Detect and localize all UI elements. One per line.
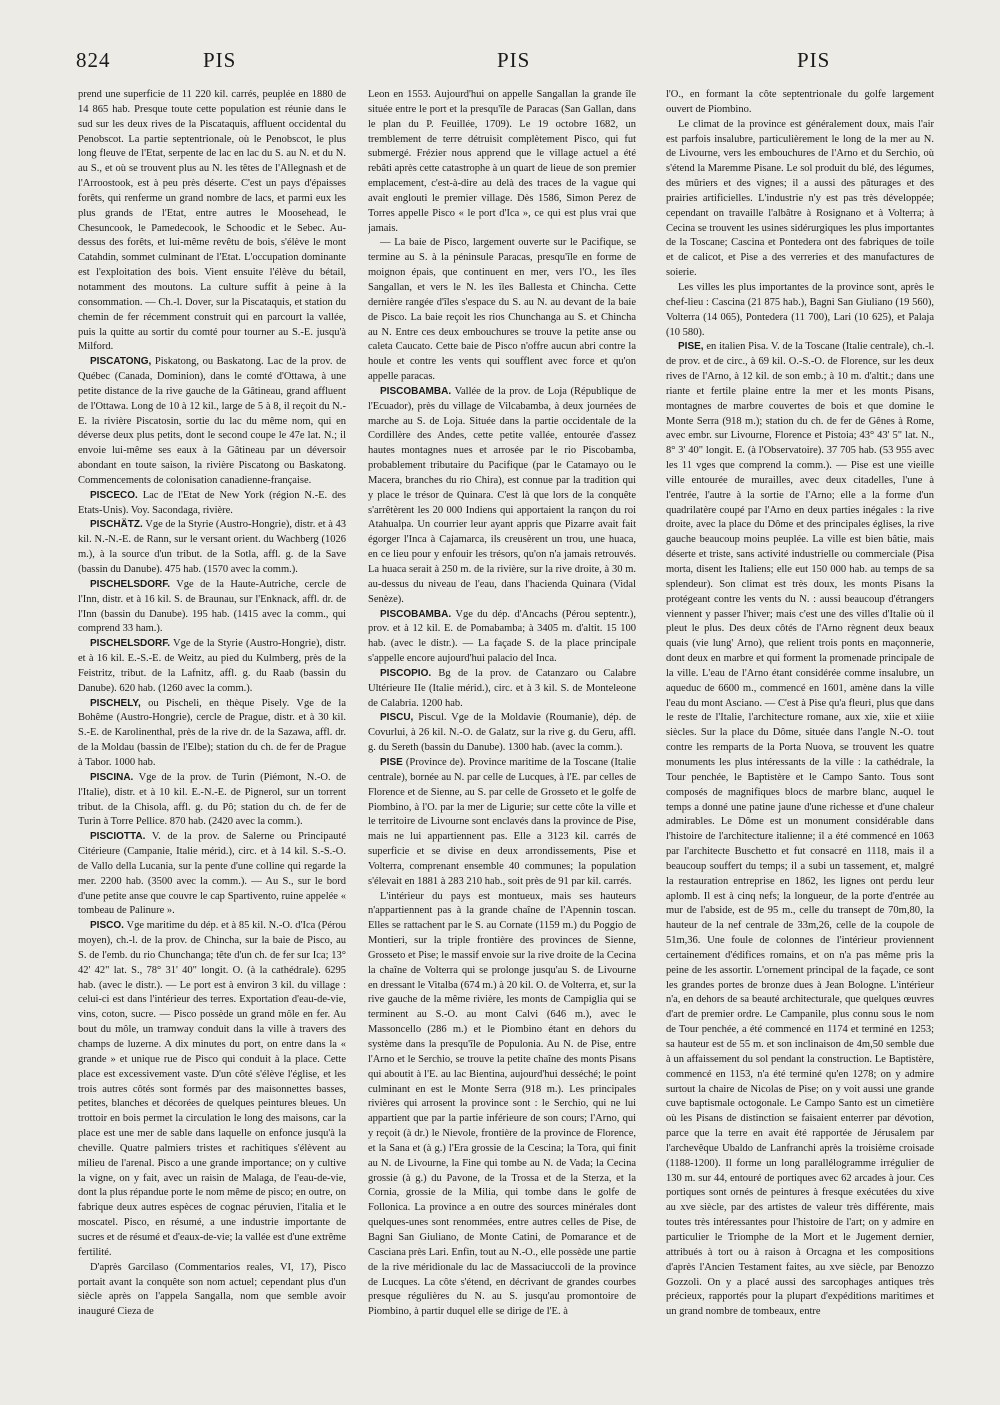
page-number: 824 bbox=[76, 48, 111, 72]
entry-headword: PISCINA. bbox=[90, 771, 134, 783]
entry-headword: PISCOBAMBA. bbox=[380, 385, 452, 397]
dictionary-entry bbox=[78, 830, 346, 919]
entry-text: (Province de). Province maritime de la Toscane (Italie centrale), bornée au N. par celle de Lucques, à l'E. par celles de Florence et de Sienne, au S. par celle de Grosseto et le golfe de Piombino, à l'O. par la mer de Ligurie; sur cette côte la ville et le territoire de Livourne sont enclavés dans la province de Pise, mais ne lui appartiennent pas. Elle a 3123 kil. carrés de superficie et se divise en deux arrondissements, Pise et Volterra, comprenant ensemble 40 communes; la population s'élevait en 1881 à 283 210 hab., soit près de 91 par kil. carrés. bbox=[368, 756, 636, 887]
dictionary-entry bbox=[368, 608, 636, 667]
dictionary-entry bbox=[78, 355, 346, 489]
entry-text: Vge de la Haute-Autriche, cercle de l'Inn, distr. et à 16 kil. S. de Braunau, sur l'Enknack, affl. dr. de l'Inn (bassin du Danube). 195 hab. (1415 avec la comm., qui comprend 33 ham.). bbox=[78, 578, 346, 635]
entry-text: Le climat de la province est généralement doux, mais l'air est parfois insalubre, particulièrement le long de la mer au N. de Livourne, vers les embouchures de l'Arno et du Serchio, où s'étend la Maremme Pisane. Le sol produit du blé, des légumes, des mûriers et des vignes; il a aussi des pâturages et des prairies artificielles. L'industrie n'y est pas très développée; cependant on travaille l'albâtre à Rosignano et à Volterra; à Cecina se trouvent les usines sidérurgiques les plus importantes de la Toscane; Cascina et Pontedera ont des fabriques de toile et de calicot, et Pise a des verreries et des manufactures de soierie. bbox=[666, 118, 934, 279]
entry-text: Vge de la Styrie (Austro-Hongrie), distr. et à 16 kil. E.-S.-E. de Weitz, au pied du Kulmberg, près de la Feistritz, tribut. de la Lafnitz, affl. g. du Raab (bassin du Danube). 620 hab. (1260 avec la comm.). bbox=[78, 638, 346, 694]
entry-paragraph bbox=[78, 88, 346, 355]
dictionary-entry bbox=[368, 385, 636, 608]
entry-paragraph bbox=[368, 890, 636, 1320]
entry-text: Vge du dép. d'Ancachs (Pérou septentr.), prov. et à 12 kil. E. de Pomabamba; à 3405 m. d'altit. 15 100 hab. (avec le distr.). — La façade S. de la place principale s'appelle encore aujourd'hui palacio del Inca. bbox=[368, 608, 636, 665]
text-column-left bbox=[78, 88, 346, 1383]
entry-text: ou Pischeli, en thèque Pisely. Vge de la Bohême (Austro-Hongrie), cercle de Prague, distr. et à 30 kil. S.-E. de Karolinenthal, près de la rive dr. de la Sazawa, affl. dr. de la Moldau (bassin de l'Elbe); station du ch. de fer de Prague à Tabor. 1000 hab. bbox=[78, 697, 346, 768]
running-head-right: PIS bbox=[797, 48, 831, 72]
dictionary-entry bbox=[368, 756, 636, 890]
entry-text: Lac de l'Etat de New York (région N.-E. des Etats-Unis). Voy. Sacondaga, rivière. bbox=[78, 489, 346, 516]
text-column-middle bbox=[368, 88, 636, 1383]
entry-text: Leon en 1553. Aujourd'hui on appelle Sangallan la grande île située entre le port et la presqu'île de Paracas (San Gallan, dans le plan du P. Feuillée, 1709). Le 19 octobre 1682, un tremblement de terre détruisit complètement Pisco, qui fut submergé. Frézier nous apprend que le village actuel a été rebâti après cette catastrophe à un quart de lieue de son premier emplacement, c'est-à-dire au delà des traces de la vague qui avait englouti le premier village. Dès 1586, Simon Perez de Torres appelle Pisco « le port d'Ica », ce qui est plus vrai que jamais. bbox=[368, 89, 636, 234]
running-head-center: PIS bbox=[497, 48, 531, 72]
entry-paragraph bbox=[666, 88, 934, 118]
dictionary-entry bbox=[78, 489, 346, 519]
entry-text: Vallée de la prov. de Loja (République de l'Ecuador), près du village de Vilcabamba, à deux journées de marche au S. de Loja. Située dans la partie occidentale de la Cordillère des Andes, cette petite vallée, entourée d'assez hautes montagnes nues et arrosée par le rio Piscobamba, probablement tributaire du Pacifique (par le Catamayo ou le Macera, branches du rio Chira), est connue par la tradition qui y place le trésor de Quinara. C'est là que lors de la conquête s'arrêtèrent les 20 000 Indiens qui apportaient la rançon du roi Atahualpa. Un courrier leur ayant appris que Pizarre avait fait égorger l'Inca à Cajamarca, ils creusèrent un trou, une huaca, en ce lieu pour y enfouir les trésors, qu'on n'a jamais retrouvés. La huaca serait à 250 m. de la rivière, sur la rive droite, à 30 m. au-dessus du niveau de l'eau, dans l'hacienda Quinara (Vidal Senèze). bbox=[368, 385, 636, 605]
entry-headword: PISCU, bbox=[380, 712, 414, 724]
entry-text: Piskatong, ou Baskatong. Lac de la prov. de Québec (Canada, Dominion), dans le comté d'Ottawa, à une petite distance de la rive gauche de la Gâtineau, grand affluent de l'Ottawa. Long de 10 à 12 kil., large de 5 à 8, il reçoit du N.-E. la rivière Piscatosin, sortie du lac du même nom, qui en déverse deux plus petits, dont le second coupe le 47e lat. N.; il envoie lui-même ses eaux à la Gâtineau par un déversoir abondant en toute saison, la rivière Piscatong ou Baskatong. Commencements de colonisation canadienne-française. bbox=[78, 356, 346, 486]
entry-headword: PISCHELSDORF. bbox=[90, 638, 171, 650]
running-header bbox=[0, 48, 1000, 82]
entry-text: Piscul. Vge de la Moldavie (Roumanie), dép. de Covurlui, à 26 kil. N.-O. de Galatz, sur la rive g. du Geru, affl. g. du Sereth (bassin du Danube). 1300 hab. (avec la comm.). bbox=[368, 712, 636, 754]
entry-headword: PISCATONG, bbox=[90, 356, 152, 368]
entry-text: Vge de la prov. de Turin (Piémont, N.-O. de l'Italie), distr. et à 10 kil. E.-N.-E. de Pignerol, sur un torrent tribut. de la Chisola, affl. g. du Pô; station du ch. de fer de Turin à Torre Pellice. 870 hab. (2420 avec la comm.). bbox=[78, 771, 346, 828]
dictionary-entry bbox=[78, 697, 346, 771]
entry-text: V. de la prov. de Salerne ou Principauté Citérieure (Campanie, Italie mérid.), circ. et à 14 kil. S.-S.-O. de Vallo della Lucania, sur la pente d'une colline qui regarde la mer. 2200 hab. (3500 avec la comm.). — Au S., sur le bord d'une petite anse que couvre le cap Spartivento, ruine appelée « tombeau de Palinure ». bbox=[78, 831, 346, 917]
entry-headword: PISCHELSDORF. bbox=[90, 578, 171, 590]
entry-text: en italien Pisa. V. de la Toscane (Italie centrale), ch.-l. de prov. et de circ., à 69 kil. O.-S.-O. de Florence, sur les deux rives de l'Arno, à 12 kil. de son emb.; à 10 m. d'altit.; dans une riante et fertile plaine entre la mer et les monts Pisans, montagnes de marbre couvertes de bois et que domine le Monte Serra (918 m.); station du ch. de fer de Gênes à Rome, avec embr. sur Livourne, Florence et Pistoia; 43° 43' 5" lat. N., 8° 3' 40" longit. E. (à l'Observatoire). 37 705 hab. (53 955 avec les 11 vges que comprend la comm.). — Pise est une vieille ville entourée de murailles, avec deux citadelles, l'une à l'entrée, l'autre à la sortie de l'Arno; elle a la forme d'un quadrilatère coupé par l'Arno en deux parties inégales : la rive droite, avec la place du Dôme et des principales églises, la rive gauche beaucoup moins peuplée. La ville est bien bâtie, mais déserte et triste, sans activité industrielle ou commerciale (Pisa morta, disent les Italiens; elle eut 150 000 hab. au temps de sa splendeur). Son climat est très doux, les monts Pisans la protégeant contre les vents du N. : aussi beaucoup d'étrangers viennent y passer l'hiver; mais c'est une des villes d'Italie où il pleut le plus. Des deux côtés de l'Arno règnent deux beaux quais (vie lung' Arno), que relient trois ponts en maçonnerie, dont deux en marbre et qui forment la promenade principale de la ville. L'eau de l'Arno étant considérée comme insalubre, un aqueduc de 6600 m., commencé en 1601, amène dans la ville l'eau du mont Asciano. — C'est à Pise qu'a fleuri, plus que dans le reste de l'Italie, l'architecture romane, aux xie, xiie et xiiie siècles. Sur la place du Dôme, située dans l'angle N.-O. tout contre les remparts de la Porta Nuova, se trouvent les quatre monuments les plus intéressants de la ville : la cathédrale, la Tour penchée, le Baptistère et le Campo Santo. Tous sont composés de magnifiques blocs de marbre blanc, auquel le temps a donné une patine jaune d'une richesse et d'une chaleur admirables. Le Dôme est un monument considérable dans l'histoire de l'architecture italienne; il a été commencé en 1063 par l'architecte Buschetto et fut consacré en 1118, mais il a beaucoup souffert du temps; il a subi un tassement, et, malgré la restauration entreprise en 1862, les lignes ont perdu leur aplomb. Il est à cinq nefs; la longueur, de la porte d'entrée au mur de l'abside, est de 95 m., celle du transept de 70m,80, la hauteur de la nef centrale de 33m,26, celle de la coupole de 51m,36. Une foule de colonnes de l'intérieur proviennent certainement d'édifices romains, et on n'a pas même pris la peine de les assortir. L'ornement principal de la façade, ce sont les grandes portes de bronze dues à Jean Bologne. L'intérieur n'a, en dehors de sa beauté architecturale, que quelques œuvres d'art de premier ordre. Le Campanile, plus connu sous le nom de Tour penchée, a été commencé en 1174 et terminé en 1253; sa hauteur est de 55 m. et son inclinaison de 4m,50 semble due à un affaissement du sol pendant la construction. Le Baptistère, commencé en 1153, n'a été terminé qu'en 1278; on y admire surtout la chaire de Nicolas de Pise; on y voit aussi une grande cuve baptismale octogonale. Le Campo Santo est un cimetière où les Pisans de distinction se faisaient enterrer par dévotion, parce que la terre en avait été rapportée de Jérusalem par l'archevêque Ubaldo de Lanfranchi après la troisième croisade (1188-1200). Il forme un long parallélogramme irrégulier de 130 m. sur 44, entouré de portiques avec 62 arcades à jour. Ces portiques sont ornés de peintures à fresque exécutées du xive au xve siècle, par des artistes de valeur très différente, mais toutes très intéressantes pour l'histoire de l'art; on y admire en particulier le Triomphe de la Mort et le Jugement dernier, attribués à tort ou à raison à Orcagna et les compositions d'après l'Ancien Testament faites, au xve siècle, par Benozzo Gozzoli. On y a placé aussi des sarcophages antiques très précieux, rapportés pour la plupart d'expéditions maritimes et un grand nombre de tombeaux, entre bbox=[666, 341, 934, 1318]
entry-headword: PISE bbox=[380, 756, 403, 768]
entry-text: Vge de la Styrie (Austro-Hongrie), distr. et à 43 kil. N.-N.-E. de Rann, sur le versant orient. du Wachberg (1026 m.), à la source d'un tribut. de la Sotla, affl. g. de la Save (bassin du Danube). 475 hab. (1570 avec la comm.). bbox=[78, 519, 346, 575]
entry-paragraph bbox=[666, 281, 934, 340]
entry-text: prend une superficie de 11 220 kil. carrés, peuplée en 1880 de 14 865 hab. Presque toute cette population est réunie dans le sud sur les deux rives de la Piscataquis, affluent occidental du Penobscot. La partie septentrionale, où le Penobscot, le plus long fleuve de l'Etat, serpente de lac en lac du S. au N. et du N. au S., et où se trouvent plus au N. les têtes de l'Allegnash et de l'Arroostook, est à peu près déserte. C'est un pays d'épaisses forêts, qui renferme un grand nombre de lacs, et parmi eux les plus grands de l'Etat, entre autres le Moosehead, le Chesuncook, le Pamedecook, le Schoodic et le Sebec. Au-dessus des forêts, et lui-même revêtu de bois, s'élève le mont Catahdin, sommet culminant de l'Etat. L'occupation dominante est l'exploitation des bois. Vient ensuite l'élève du bétail, notamment des moutons. La culture suffit à peine à la consommation. — Ch.-l. Dover, sur la Piscataquis, et station du chemin de fer récemment construit qui en parcourt la vallée, puis la quitte au sortir du comté pour tourner au S.-E. jusqu'à Milford. bbox=[78, 89, 346, 353]
dictionary-entry bbox=[368, 667, 636, 712]
entry-headword: PISCO. bbox=[90, 920, 124, 932]
entry-headword: PISCHÄTZ. bbox=[90, 519, 143, 531]
entry-text: l'O., en formant la côte septentrionale du golfe largement ouvert de Piombino. bbox=[666, 89, 934, 115]
entry-text: — La baie de Pisco, largement ouverte sur le Pacifique, se termine au S. à la péninsule Paracas, presqu'île en forme de moignon épais, que continuent en mer, vers l'O., les îles Sangallan, et vers le N. les îles Ballesta et Chincha. Cette dernière rangée d'îles s'espace du S. au N. au devant de la baie de Pisco. La baie reçoit les rios Chunchanga au S. et Chincha au N. Entre ces deux embouchures se trouve la petite anse ou caleta Caucato. Cette baie de Pisco n'offre aucun abri contre la houle et contre les vents qui soufflent avec force et qu'on appelle paracas. bbox=[368, 237, 636, 383]
dictionary-entry bbox=[78, 919, 346, 1260]
entry-headword: PISE, bbox=[678, 341, 704, 353]
entry-text: D'après Garcilaso (Commentarios reales, VI, 17), Pisco portait avant la conquête son nom actuel; cependant plus d'un siècle après on l'appela Sangalla, nom que semble avoir inauguré Cieza de bbox=[78, 1261, 346, 1318]
dictionary-entry bbox=[368, 711, 636, 756]
entry-text: L'intérieur du pays est montueux, mais ses hauteurs n'appartiennent pas à la grande chaîne de l'Apennin toscan. Elles se rattachent par le S. au Cornate (1159 m.) du Poggio de Montieri, sur la triple frontière des provinces de Sienne, Grosseto et Pise; le massif envoie sur la rive droite de la Cecina la chaîne de Volterra qui se prolonge jusqu'au S. de Livourne en dressant le Vitalba (674 m.) à 20 kil. O. de Volterra, et, sur la rive gauche de la même rivière, les monts de Campiglia qui se terminent au S.-O. au mont Calvi (646 m.), avec le Massoncello (286 m.) et le Piombino étant en dehors du système dans la presqu'île de Populonia. Au N. de Pise, entre l'Arno et le Serchio, se trouve la petite chaîne des monts Pisans qui aboutit à l'E. au lac Bientina, aujourd'hui desséché; le point culminant en est le Monte Serra (918 m.). Les principales rivières qui arrosent la province sont : le Serchio, qui ne lui appartient que par la partie inférieure de son cours; l'Arno, qui y reçoit (à dr.) le Nievole, frontière de la province de Florence, et la Sana et (à g.) l'Era grossie de la Cescina; la Tora, qui finit au N. de Livourne, la Fine qui tombe au N. de Vada; la Cecina grossie (à g.) du Pavone, de la Trossa et de la Sterza, et la Cornia, grossie de la Milia, qui tombe dans le golfe de Follonica. La province a en outre des sources minérales dont quelques-unes sont renommées, entre autres celles de Pise, de Bagni San Giuliano, de Monte Catini, de Pomarance et de Casciana près Lari. Enfin, tout au N.-O., elle possède une partie de la rive méridionale du lac de Massaciuccoli de la province de Lucques. La côte s'étend, en décrivant de grandes courbes presque régulières du N. au S. jusqu'au promontoire de Piombino, à partir duquel elle se dirige de l'E. à bbox=[368, 890, 636, 1318]
dictionary-entry bbox=[78, 771, 346, 830]
entry-paragraph bbox=[666, 118, 934, 281]
text-column-right bbox=[666, 88, 934, 1383]
entry-headword: PISCHELY, bbox=[90, 697, 141, 709]
entry-text: Les villes les plus importantes de la province sont, après le chef-lieu : Cascina (21 875 hab.), Bagni San Giuliano (19 560), Volterra (14 065), Pontedera (11 700), Lari (10 625), et Palaja (10 580). bbox=[666, 281, 934, 338]
entry-paragraph bbox=[368, 236, 636, 384]
entry-text: Vge maritime du dép. et à 85 kil. N.-O. d'Ica (Pérou moyen), ch.-l. de la prov. de Chincha, sur la baie de Pisco, au S. de l'emb. du rio Chunchanga; tête d'un ch. de fer sur Ica; 13° 42' 42" lat. S., 78° 31' 40" longit. O. (à la cathédrale). 6295 hab. (avec le distr.). — Le port est à environ 3 kil. du village : celui-ci est dans l'intérieur des terres. Exportation d'eau-de-vie, vins, coton, sucre. — Pisco possède un grand môle en fer. Au bout du môle, un tramway conduit dans la ville à travers des champs de luzerne. A dix minutes du port, on entre dans la « grande » et unique rue de Pisco qui conduit à la place. Cette place est excessivement vaste. D'un côté s'élève l'église, et les trois autres côtés sont formés par des maisonnettes basses, petites, blanches et décorées de quelques peintures bleues. Un trottoir en bois permet la circulation le long des maisons, car la place est une mer de sable dans laquelle on enfonce jusqu'à la cheville. Quatre palmiers tristes et rachitiques s'élèvent au milieu de l'arenal. Pisco a une grande importance; on y cultive la vigne, on y fait, avec un raisin de Malaga, de l'eau-de-vie, dont la plus répandue porte le nom même de pisco; en outre, on fabrique deux autres espèces de cognac péruvien, l'italia et le moscatel. Pisco, en résumé, a une industrie importante de sucres et de résumé et d'eaux-de-vie; la vallée est d'une extrême fertilité. bbox=[78, 920, 346, 1258]
entry-headword: PISCOPIO. bbox=[380, 667, 432, 679]
dictionary-entry bbox=[666, 340, 934, 1320]
entry-paragraph bbox=[368, 88, 636, 236]
entry-headword: PISCECO. bbox=[90, 489, 138, 501]
entry-headword: PISCIOTTA. bbox=[90, 831, 146, 843]
running-head-left: PIS bbox=[203, 48, 237, 72]
dictionary-entry bbox=[78, 637, 346, 696]
entry-headword: PISCOBAMBA. bbox=[380, 608, 452, 620]
entry-text: Bg de la prov. de Catanzaro ou Calabre Ultérieure IIe (Italie mérid.), circ. et à 3 kil. S. de Monteleone de Calabria. 1200 hab. bbox=[368, 667, 636, 709]
dictionary-entry bbox=[78, 578, 346, 637]
dictionary-entry bbox=[78, 518, 346, 577]
entry-paragraph bbox=[78, 1261, 346, 1320]
